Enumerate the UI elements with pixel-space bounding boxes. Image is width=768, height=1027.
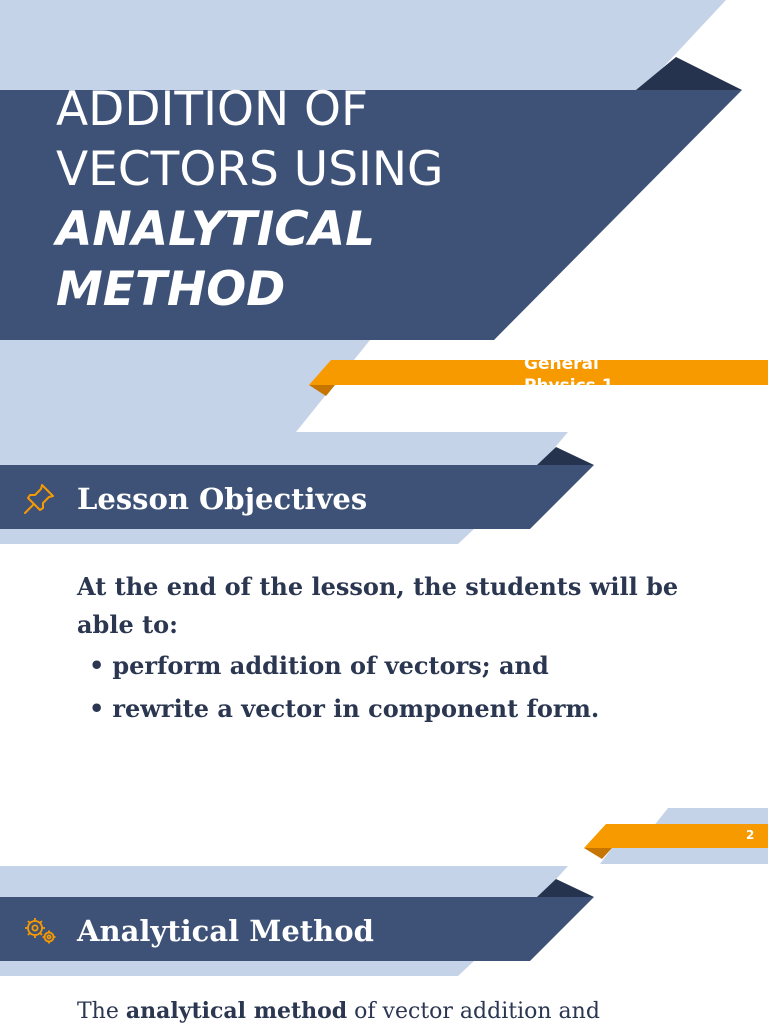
pushpin-icon	[22, 482, 56, 516]
slide-subtitle: General Physics 1	[524, 354, 614, 396]
intro-suffix: of vector addition and	[347, 999, 600, 1024]
objectives-intro: At the end of the lesson, the students will be able to:	[77, 572, 679, 639]
title-line-4: METHOD	[56, 262, 286, 317]
section-heading: Lesson Objectives	[77, 482, 368, 516]
header-light-band-top	[0, 432, 568, 465]
footer-light-bottom	[600, 848, 768, 864]
title-line-1: ADDITION OF	[56, 82, 369, 137]
objectives-slide	[0, 432, 768, 864]
page-number-ribbon	[584, 824, 768, 848]
list-item: • rewrite a vector in component form.	[89, 687, 697, 730]
analytical-intro	[77, 996, 737, 1027]
page-number: 2	[746, 828, 755, 842]
list-item: • perform addition of vectors; and	[89, 644, 697, 687]
gears-icon	[22, 916, 58, 946]
intro-bold-term: analytical method	[125, 998, 348, 1024]
slide-title	[56, 80, 443, 320]
analytical-method-slide	[0, 864, 768, 1024]
header-light-band-bottom	[0, 529, 474, 544]
objectives-body	[77, 568, 697, 730]
header-light-band-bottom	[0, 961, 474, 976]
intro-prefix: The	[77, 999, 126, 1024]
title-line-3: ANALYTICAL	[56, 202, 376, 257]
title-line-2: VECTORS USING	[56, 142, 444, 197]
title-slide	[0, 0, 768, 432]
section-heading: Analytical Method	[77, 914, 374, 948]
header-light-band-top	[0, 866, 568, 897]
top-light-band	[0, 0, 726, 90]
objectives-list	[77, 644, 697, 730]
